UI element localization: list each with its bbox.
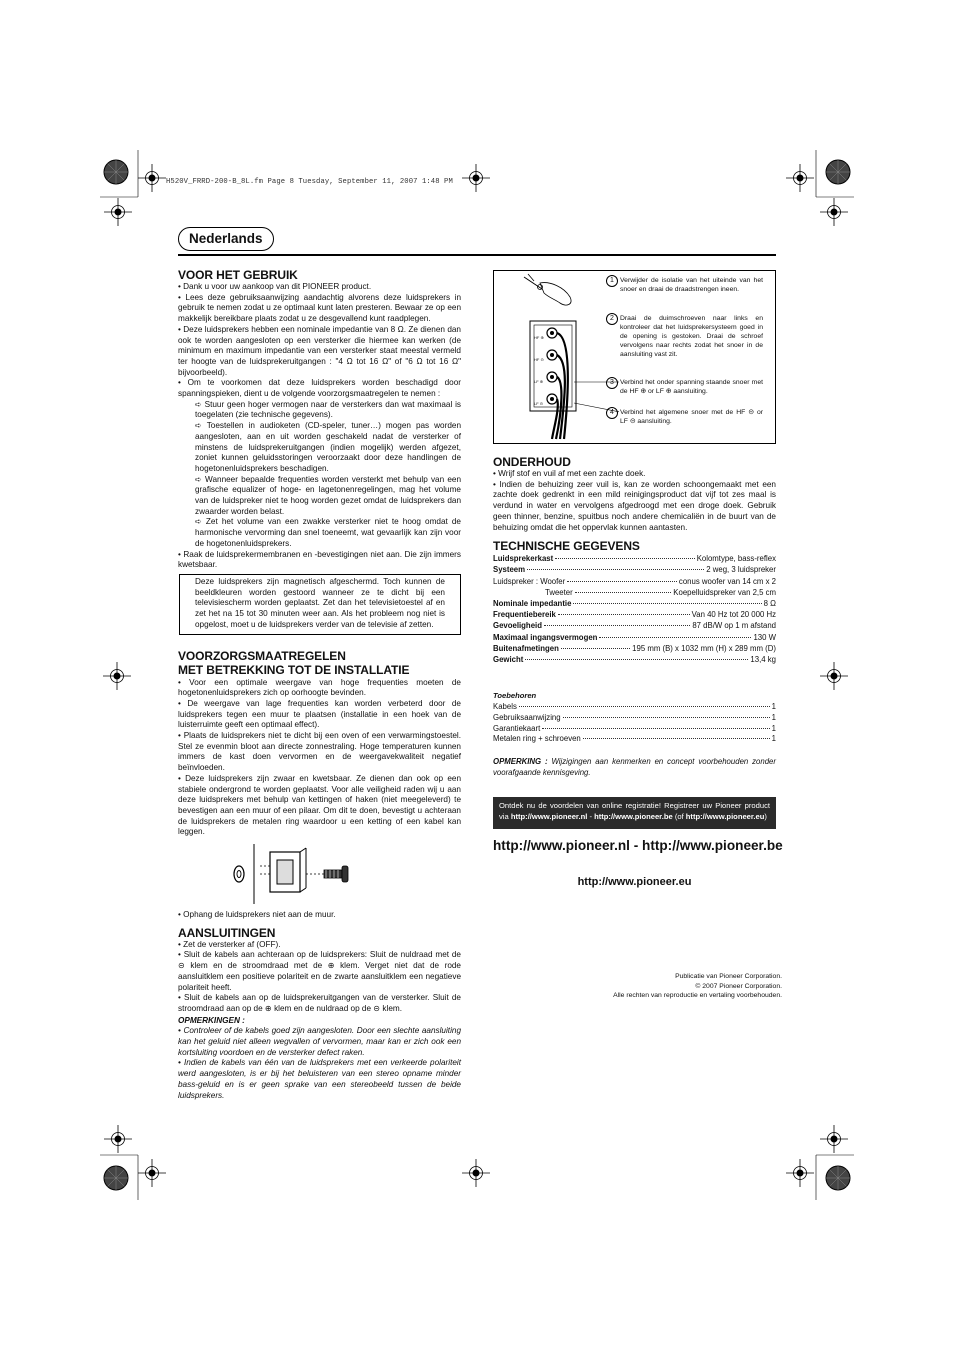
link-pioneer-nl[interactable]: http://www.pioneer.nl [510,812,588,821]
pioneer-url-eu[interactable]: http://www.pioneer.eu [577,876,692,888]
accessory-row [493,702,776,713]
accessory-row-value: 1 [771,723,776,733]
spec-row-label: Frequentiebereik [493,610,556,620]
publication-info [560,972,782,1001]
section-title-voor-het-gebruik: VOOR HET GEBRUIK [178,268,298,282]
notes-title: OPMERKINGEN : [178,1015,245,1025]
spec-row-value: 130 W [753,632,776,642]
list-item: ➪ Toestellen in audioketen (CD-speler, tuner…) mogen pas worden aangesloten, aan en uit worden geschakeld nadat de versterker of minstens de luidsprekeruitgangen (indien mogelijk) werden afgezet, zoniet kunnen geluidsstoringen veroorzaakt door deze handlingen de hogetonenluidsprekers beschadigen. [195,421,461,473]
spec-row-label: Buitenafmetingen [493,643,559,653]
dot-leader [542,728,769,729]
spec-row [493,643,776,654]
step-number: 1 [606,275,618,287]
spec-row-value: Kolomtype, bass-reflex [696,554,776,564]
spec-row [493,632,776,643]
spec-row [493,576,776,587]
spec-row [493,553,776,564]
spec-row-value: 195 mm (B) x 1032 mm (H) x 289 mm (D) [632,643,776,653]
registration-text: Ontdek nu de voordelen van online registratie! Registreer uw Pioneer product via [499,801,770,821]
accessory-row-value: 1 [771,734,776,744]
paragraph: • Wrijf stof en vuil af met een zachte doek. [493,469,646,478]
terminal-labels [534,327,544,415]
file-header-line: H520V_FRRD-200-B_8L.fm Page 8 Tuesday, September 11, 2007 1:48 PM [166,178,453,186]
registration-banner [493,797,776,829]
list-item: ➪ Stuur geen hoger vermogen naar de versterkers dan wat maximaal is toegelaten (zie technische gegevens). [195,399,461,420]
pioneer-urls-large[interactable]: http://www.pioneer.nl - http://www.pioneer.be [493,838,783,853]
accessory-row-value: 1 [771,701,776,711]
remark-text: Wijzigingen aan kenmerken en concept voorbehouden zonder voorafgaande kennisgeving. [493,757,776,777]
terminal-illustration [494,271,619,443]
spec-row-label: Nominale impedantie [493,599,572,609]
left-column [178,268,461,1101]
spec-row-label: Gevoeligheid [493,621,542,631]
dot-leader [544,625,690,626]
spec-row [493,609,776,620]
step-number: 2 [606,313,618,325]
spec-row-label: Luidspreker : Woofer [493,576,566,586]
dot-leader [525,659,748,660]
notice-text: Deze luidsprekers zijn magnetisch afgeschermd. Toch kunnen de beeldkleuren worden gestoord wanneer ze te dicht bij een televisiescherm worden geplaatst. Zet dan het televisietoestel af en zet het na 15 tot 30 minuten weer aan. Als het probleem nog niet is opgelost, moet u de luidsprekers verder van de televisie af zetten. [195,576,445,629]
accessory-row-value: 1 [771,712,776,722]
label-lf-plus: LF ⊕ [534,379,544,384]
spec-row-value: 13,4 kg [750,655,776,665]
accessory-row [493,713,776,724]
spec-row-label: Maximaal ingangsvermogen [493,632,598,642]
step-text: Verbind het algemene snoer met de HF ⊝ or LF ⊝ aansluiting. [620,409,763,425]
accessory-row [493,734,776,745]
spec-row-value: Koepelluidspreker van 2,5 cm [673,587,776,597]
close-paren: ) [764,812,767,821]
step-text: Verbind het onder spanning staande snoer met de HF ⊕ or LF ⊕ aansluiting. [620,379,763,395]
section-title-technische-gegevens: TECHNISCHE GEGEVENS [493,539,640,554]
spec-row-value: conus woofer van 14 cm x 2 [678,576,776,586]
step-number: 3 [606,377,618,389]
paragraph: • Indien de behuizing zeer vuil is, kan ze worden schoongemaakt met een zachte doek gedrenkt in een mild reinigingsproduct dat vijf tot zes maal is verdund in water en vervolgens afgedroogd met een droge doek. Gebruik geen thinner, benzine, spuitbus noch andere chemicaliën in de buurt van de behuizing omdat die het oppervlak kunnen aantasten. [493,479,776,532]
spec-row-label: Gewicht [493,655,524,665]
dot-leader [561,648,630,649]
spec-row-value: 2 weg, 3 luidspreker [706,565,776,575]
dot-leader [583,738,770,739]
paragraph: • Deze luidsprekers hebben een nominale impedantie van 8 Ω. Ze dienen dan ook te worden aangesloten op een versterker die hiermee kan werken (de minimum en maximum impedantie van een versterker staat meestal vermeld ter hoogte van de luidsprekeruitgangen : "4 Ω tot 16 Ω" of "6 Ω tot 16 Ω" bijvoorbeeld). [178,324,461,377]
paragraph: • Ophang de luidsprekers niet aan de muur. [178,910,336,920]
publication-line: Publicatie van Pioneer Corporation. [675,973,782,980]
separator: - [587,812,595,821]
accessory-row [493,724,776,735]
paragraph: • Sluit de kabels aan op de luidsprekeruitgangen van de versterker. Sluit de stroomdraad aan op de ⊕ klem en de nuldraad op de ⊝ klem. [178,993,461,1013]
copyright-line: © 2007 Pioneer Corporation. [695,982,782,990]
spec-row-label: Systeem [493,565,526,575]
right-column [493,455,776,779]
remark-label: OPMERKING : [493,757,548,767]
dot-leader [563,717,770,718]
paragraph: • Om te voorkomen dat deze luidsprekers worden beschadigd door spanningspieken, dient u de volgende voorzorgsmaatregelen te nemen : [178,378,461,399]
section-title-onderhoud: ONDERHOUD [493,455,571,469]
rights-line: Alle rechten van reproductie en vertaling voorbehouden. [613,992,782,999]
accessories-list [493,702,776,745]
paragraph: • Raak de luidsprekermembranen en -bevestigingen niet aan. Die zijn immers kwetsbaar. [178,549,461,570]
list-item: ➪ Zet het volume van een zwakke versterker niet te hoog omdat de harmonische vervorming dan snel toeneemt, wat gevaarlijk kan zijn voor de hogetonenluidsprekers. [195,517,461,548]
or-text: (of [672,812,686,821]
dot-leader [575,592,672,593]
paragraph: • Plaats de luidsprekers niet te dicht bij een oven of een verwarmingstoestel. Stel ze evenmin bloot aan directe zonnestraling. Hoge temperaturen kunnen immers de kast doen vervormen en de weergavekwaliteit negatief beïnvloeden. [178,731,461,773]
step-2 [610,314,763,359]
dot-leader [567,581,677,582]
dot-leader [519,706,770,707]
spec-row-label: Tweeter [545,587,573,597]
ring-screw-illustration [178,838,461,910]
magnetic-shield-notice [179,574,461,635]
paragraph: • Lees deze gebruiksaanwijzing aandachtig alvorens deze luidsprekers in gebruik te nemen zodat u ze optimaal kunt laten presteren. Bewaar ze op een makkelijk bereikbare plaats zodat u ze desgevallend kunt raadplegen. [178,292,461,324]
accessory-row-label: Gebruiksaanwijzing [493,712,561,722]
link-pioneer-be[interactable]: http://www.pioneer.be [594,812,673,821]
paragraph: • Sluit de kabels aan achteraan op de luidsprekers: Sluit de nuldraad met de ⊝ klem en de stroomdraad met de ⊕ klem. Verget niet dat de rode aansluitklem een positieve polariteit en de zwarte aansluitklem een negatieve polariteit heeft. [178,950,461,992]
step-3 [610,378,763,396]
spec-row-value: 8 Ω [763,599,776,609]
step-1 [610,276,763,294]
step-number: 4 [606,407,618,419]
paragraph: • Voor een optimale weergave van hoge frequenties moeten de hogetonenluidsprekers zich op oorhoogte bevinden. [178,677,461,698]
link-pioneer-eu[interactable]: http://www.pioneer.eu [685,812,765,821]
language-label: Nederlands [178,227,274,251]
spec-row-value: 87 dB/W op 1 m afstand [692,621,776,631]
dot-leader [573,603,761,604]
dot-leader [555,558,694,559]
paragraph: • Deze luidsprekers zijn zwaar en kwetsbaar. Ze dienen dan ook op een stabiele ondergrond te worden geplaatst. Voor alle veiligheid raden wij u aan deze luidsprekers met behulp van kettingen of haken (niet meegeleverd) te bevestigen aan een muur of een pilaar. Om dit te doen, bevestigt u achteraan de luidsprekers de metalen ring waardoor u een ketting of een kabel kan leggen. [178,773,461,837]
paragraph: • De weergave van lage frequenties kan worden verbeterd door de luidsprekers tegen een muur te plaatsen (installatie in een hoek van de luisterruimte geeft een optimaal effect). [178,698,461,730]
accessory-row-label: Kabels [493,701,517,711]
accessories-title: Toebehoren [493,691,537,701]
dot-leader [558,614,690,615]
spec-row-label: Luidsprekerkast [493,554,554,564]
label-lf-minus: LF ⊝ [534,401,544,406]
accessory-row-label: Metalen ring + schroeven [493,734,581,744]
spec-row [493,620,776,631]
step-text: Draai de duimschroeven naar links en kontroleer dat het luidsprekersysteem goed in de opening is gestoken. Draai de schroef vervolgens naar rechts zodat het snoer in de aansluiting vast zit. [620,315,763,358]
connection-figure [493,270,776,444]
remark [493,757,776,778]
step-text: Verwijder de isolatie van het uiteinde van het snoer en draai de draadstrengen ineen. [620,277,763,293]
header-rule [178,254,776,256]
dot-leader [527,569,704,570]
wall-ring-illustration [178,838,461,910]
note-item: • Controleer of de kabels goed zijn aangesloten. Door een slechte aansluiting kan het geluid niet alleen wegvallen of vervormen, maar kan er zich ook een kortsluiting voordoen en de versterker defect raken. [178,1026,461,1057]
spec-row [493,587,776,598]
section-title-installatie-2: MET BETREKKING TOT DE INSTALLATIE [178,662,410,677]
dot-leader [599,637,751,638]
spec-row [493,598,776,609]
label-hf-plus: HF ⊕ [534,335,544,340]
label-hf-minus: HF ⊝ [534,357,544,362]
paragraph: • Zet de versterker af (OFF). [178,939,281,949]
spec-list [493,553,776,665]
section-title-installatie-1: VOORZORGSMAATREGELEN [178,648,346,663]
spec-row-value: Van 40 Hz tot 20 000 Hz [691,610,776,620]
spec-row [493,564,776,575]
paragraph: • Dank u voor uw aankoop van dit PIONEER product. [178,282,372,291]
step-4 [610,408,763,426]
section-title-aansluitingen: AANSLUITINGEN [178,925,276,940]
accessory-row-label: Garantiekaart [493,723,541,733]
list-item: ➪ Wanneer bepaalde frequenties worden versterkt met behulp van een grafische equalizer of hoge- en lagetonenregelingen, mag het volume van de luidspreker niet te hoog worden gezet omdat de luidsprekers dan zwaarder worden belast. [195,474,461,516]
spec-row [493,654,776,665]
note-item: • Indien de kabels van één van de luidsprekers met een verkeerde polariteit werd aangesloten, is er bij het beluisteren van een stereo opname minder bass-geluid en is er geen sprake van een stereobeeld tussen de beide luidsprekers. [178,1058,461,1100]
